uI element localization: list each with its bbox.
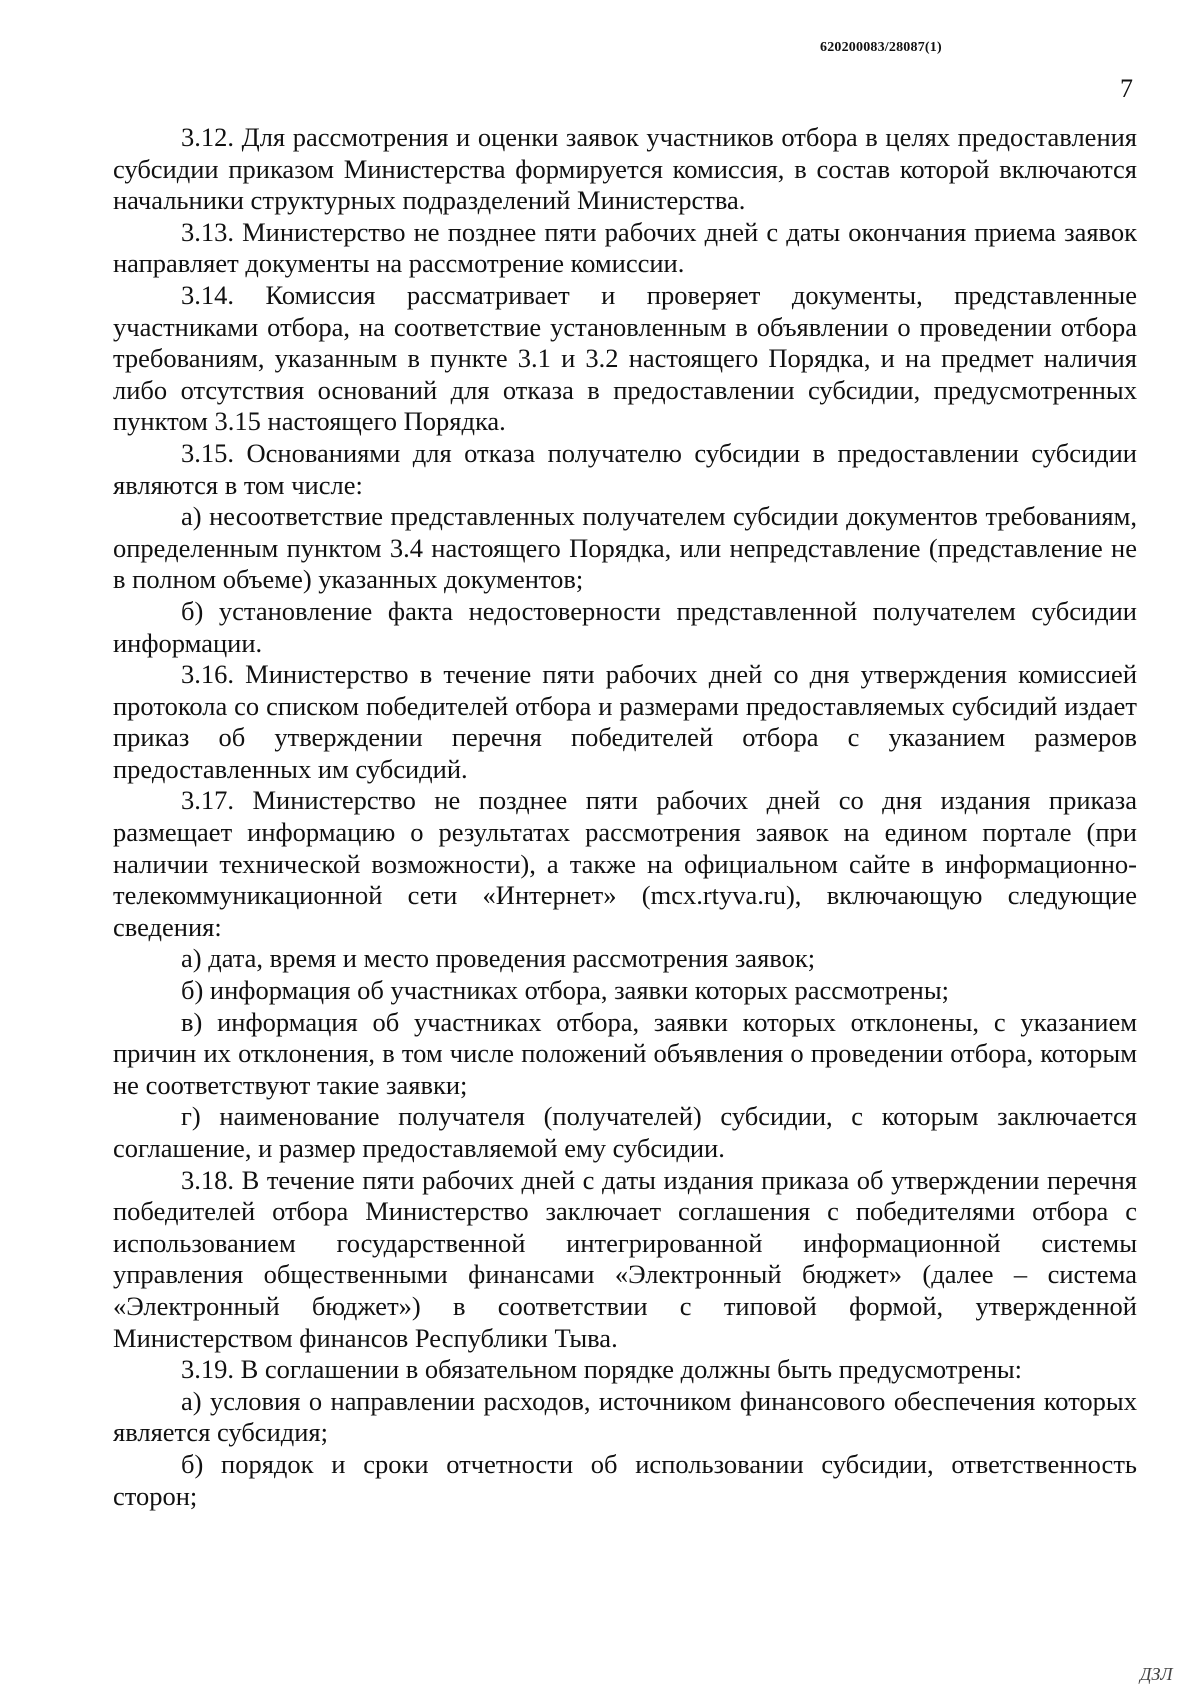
page-number: 7 <box>1120 74 1133 103</box>
paragraph-3-16: 3.16. Министерство в течение пяти рабочих дней со дня утверждения комиссией протокола со списком победителей отбора и размерами предоставляемых субсидий издает приказ об утверждении перечня победителей отбора с указанием размеров предоставленных им субсидий. <box>113 659 1137 784</box>
paragraph-3-14: 3.14. Комиссия рассматривает и проверяет документы, представленные участниками отбора, на соответствие установленным в объявлении о проведении отбора требованиям, указанным в пункте 3.1 и 3.2 настоящего Порядка, и на предмет наличия либо отсутствия оснований для отказа в предоставлении субсидии, предусмотренных пунктом 3.15 настоящего Порядка. <box>113 279 1137 437</box>
paragraph-3-19-b: б) порядок и сроки отчетности об использовании субсидии, ответственность сторон; <box>113 1448 1137 1511</box>
paragraph-3-17: 3.17. Министерство не позднее пяти рабочих дней со дня издания приказа размещает информацию о результатах рассмотрения заявок на едином портале (при наличии технической возможности), а также на официальном сайте в информационно-телекоммуникационной сети «Интернет» (mcx.rtyva.ru), включающую следующие сведения: <box>113 785 1137 942</box>
paragraph-3-15-a: а) несоответствие представленных получателем субсидии документов требованиям, определенным пунктом 3.4 настоящего Порядка, или непредставление (представление не в полном объеме) указанных документов; <box>113 501 1137 595</box>
paragraph-3-17-g: г) наименование получателя (получателей) субсидии, с которым заключается соглашение, и размер предоставляемой ему субсидии. <box>113 1101 1137 1163</box>
document-id: 620200083/28087(1) <box>820 40 942 55</box>
paragraph-3-15-b: б) установление факта недостоверности представленной получателем субсидии информации. <box>113 595 1137 658</box>
paragraph-3-17-v: в) информация об участниках отбора, заявки которых отклонены, с указанием причин их отклонения, в том числе положений объявления о проведении отбора, которым не соответствуют такие заявки; <box>113 1006 1137 1100</box>
paragraph-3-12: 3.12. Для рассмотрения и оценки заявок участников отбора в целях предоставления субсидии приказом Министерства формируется комиссия, в состав которой включаются начальники структурных подразделений Министерства. <box>113 122 1137 216</box>
document-body <box>113 122 1137 1512</box>
paragraph-3-17-a: а) дата, время и место проведения рассмотрения заявок; <box>181 943 816 974</box>
paragraph-3-17-b: б) информация об участниках отбора, заявки которых рассмотрены; <box>181 975 950 1006</box>
paragraph-3-19-a: а) условия о направлении расходов, источником финансового обеспечения которых является субсидия; <box>113 1385 1137 1448</box>
paragraph-3-18: 3.18. В течение пяти рабочих дней с даты издания приказа об утверждении перечня победителей отбора Министерство заключает соглашения с победителями отбора с использованием государственной интегрированной информационной системы управления общественными финансами «Электронный бюджет» (далее – система «Электронный бюджет») в соответствии с типовой формой, утвержденной Министерством финансов Республики Тыва. <box>113 1164 1137 1353</box>
paragraph-3-19: 3.19. В соглашении в обязательном порядке должны быть предусмотрены: <box>181 1354 1023 1385</box>
paragraph-3-13: 3.13. Министерство не позднее пяти рабочих дней с даты окончания приема заявок направляет документы на рассмотрение комиссии. <box>113 216 1137 279</box>
handwritten-initials: ДЗЛ <box>1140 1664 1173 1684</box>
paragraph-3-15: 3.15. Основаниями для отказа получателю субсидии в предоставлении субсидии являются в том числе: <box>113 437 1137 500</box>
